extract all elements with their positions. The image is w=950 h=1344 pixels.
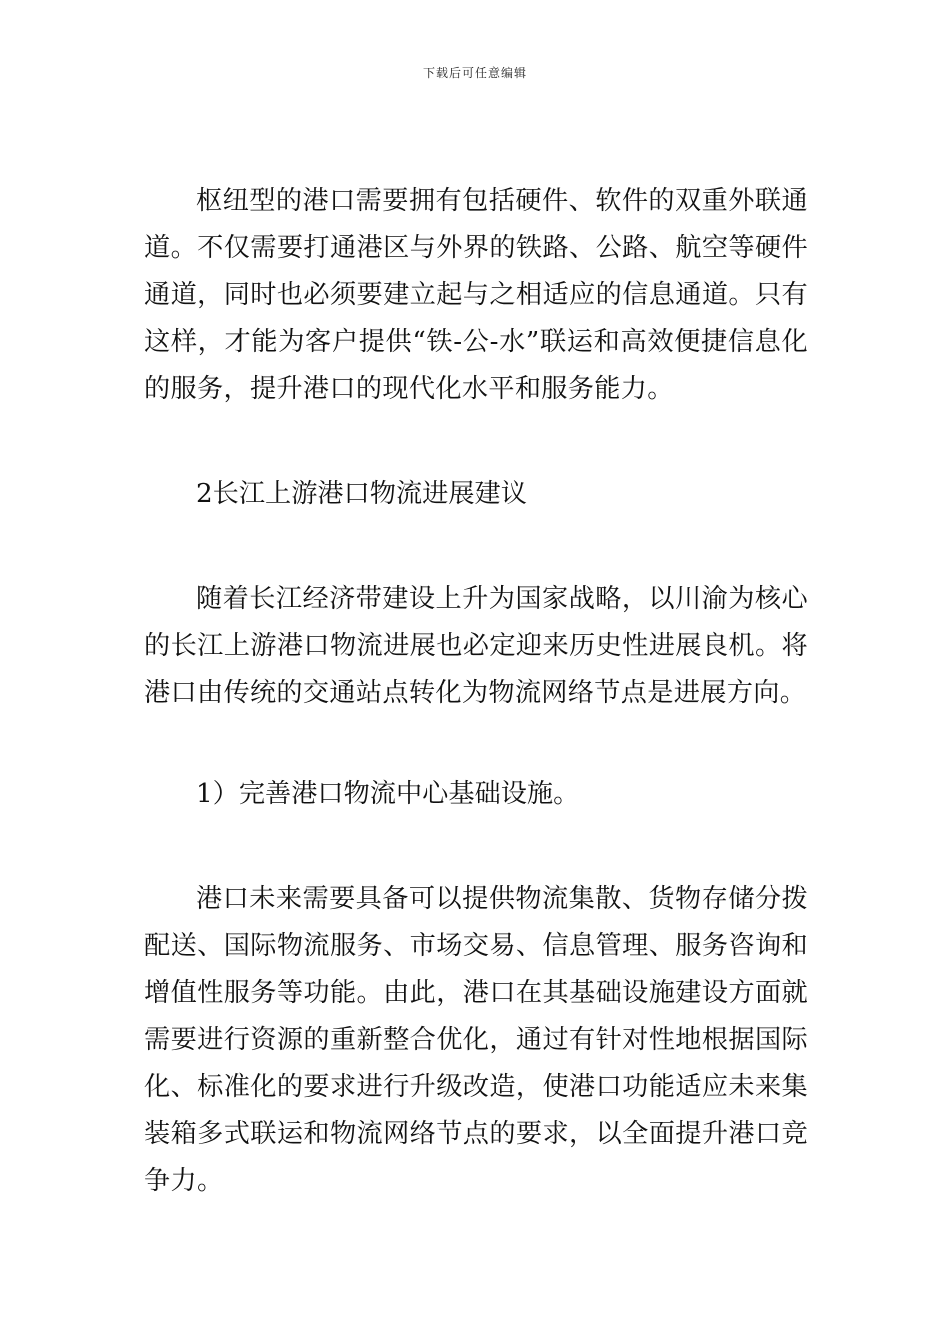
paragraph-spacer bbox=[144, 413, 808, 471]
subheading-infrastructure: 1）完善港口物流中心基础设施。 bbox=[196, 779, 580, 809]
paragraph-yangtze-strategy: 随着长江经济带建设上升为国家战略，以川渝为核心的长江上游港口物流进展也必定迎来历史性进展良机。将港口由传统的交通站点转化为物流网络节点是进展方向。 bbox=[144, 584, 808, 708]
paragraph-spacer bbox=[144, 818, 808, 876]
paragraph-spacer bbox=[144, 518, 808, 576]
paragraph-port-functions: 港口未来需要具备可以提供物流集散、货物存储分拨配送、国际物流服务、市场交易、信息管理、服务咨询和增值性服务等功能。由此，港口在其基础设施建设方面就需要进行资源的重新整合优化，通过有针对性地根据国际化、标准化的要求进行升级改造，使港口功能适应未来集装箱多式联运和物流网络节点的要求，以全面提升港口竞争力。 bbox=[144, 884, 808, 1196]
section-heading-2: 2长江上游港口物流进展建议 bbox=[196, 479, 527, 509]
page-header-note: 下载后可任意编辑 bbox=[422, 66, 527, 80]
paragraph-hub-port-channels: 枢纽型的港口需要拥有包括硬件、软件的双重外联通道。不仅需要打通港区与外界的铁路、公路、航空等硬件通道，同时也必须要建立起与之相适应的信息通道。只有这样，才能为客户提供“铁-公-水”联运和高效便捷信息化的服务，提升港口的现代化水平和服务能力。 bbox=[144, 186, 808, 404]
document-body bbox=[144, 178, 808, 1205]
paragraph-spacer bbox=[144, 717, 808, 771]
